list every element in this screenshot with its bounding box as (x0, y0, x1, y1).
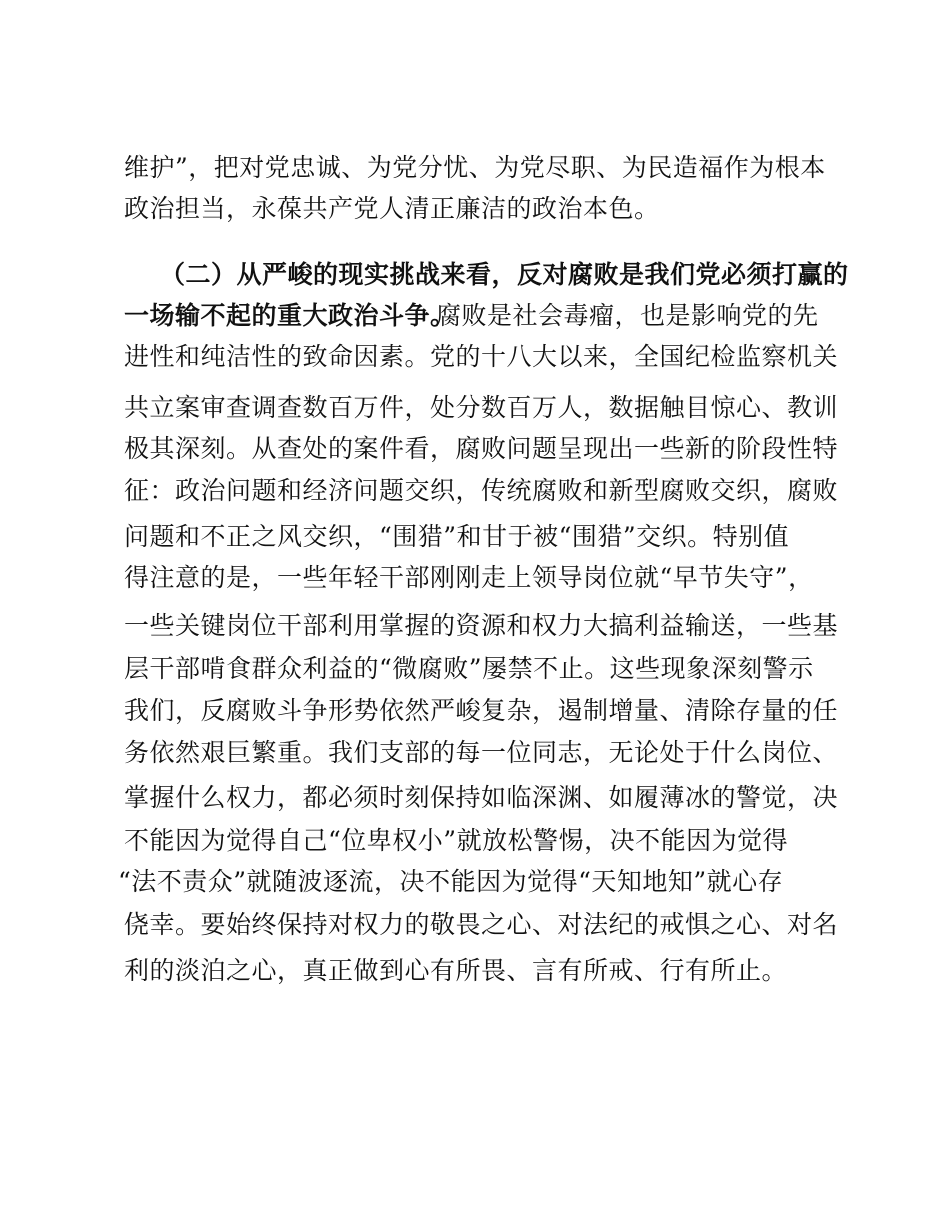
section-heading-line: 一场输不起的重大政治斗争。 (124, 301, 456, 330)
paragraph-line: 进性和纯洁性的致命因素。党的十八大以来，全国纪检监察机关 (124, 342, 839, 371)
paragraph-line: “法不责众”就随波逐流，决不能因为觉得“天知地知”就心存 (118, 867, 784, 896)
paragraph-line: 掌握什么权力，都必须时刻保持如临深渊、如履薄冰的警觉，决 (124, 783, 839, 812)
paragraph-line: 腐败是社会毒瘤，也是影响党的先 (436, 301, 819, 330)
paragraph-line: 务依然艰巨繁重。我们支部的每一位同志，无论处于什么岗位、 (124, 738, 839, 767)
paragraph-line: 层干部啃食群众利益的“微腐败”屡禁不止。这些现象深刻警示 (124, 654, 814, 683)
paragraph-line: 得注意的是，一些年轻干部刚刚走上领导岗位就“早节失守”， (124, 563, 814, 592)
section-heading-line: （二）从严峻的现实挑战来看，反对腐败是我们党必须打赢的 (160, 260, 849, 289)
paragraph-line: 共立案审查调查数百万件，处分数百万人，数据触目惊心、教训 (124, 393, 839, 422)
paragraph-line: 一些关键岗位干部利用掌握的资源和权力大搞利益输送，一些基 (124, 611, 839, 640)
paragraph-line: 政治担当，永葆共产党人清正廉洁的政治本色。 (124, 194, 660, 223)
paragraph-line: 征：政治问题和经济问题交织，传统腐败和新型腐败交织，腐败 (124, 476, 839, 505)
paragraph-line: 不能因为觉得自己“位卑权小”就放松警惕，决不能因为觉得 (124, 826, 789, 855)
paragraph-line: 极其深刻。从查处的案件看，腐败问题呈现出一些新的阶段性特 (124, 434, 839, 463)
paragraph-line: 我们，反腐败斗争形势依然严峻复杂，遏制增量、清除存量的任 (124, 696, 839, 725)
paragraph-line: 侥幸。要始终保持对权力的敬畏之心、对法纪的戒惧之心、对名 (124, 910, 839, 939)
paragraph-line: 利的淡泊之心，真正做到心有所畏、言有所戒、行有所止。 (124, 956, 788, 985)
paragraph-line: 维护”，把对党忠诚、为党分忧、为党尽职、为民造福作为根本 (124, 153, 826, 182)
paragraph-line: 问题和不正之风交织，“围猎”和甘于被“围猎”交织。特别值 (124, 522, 790, 551)
